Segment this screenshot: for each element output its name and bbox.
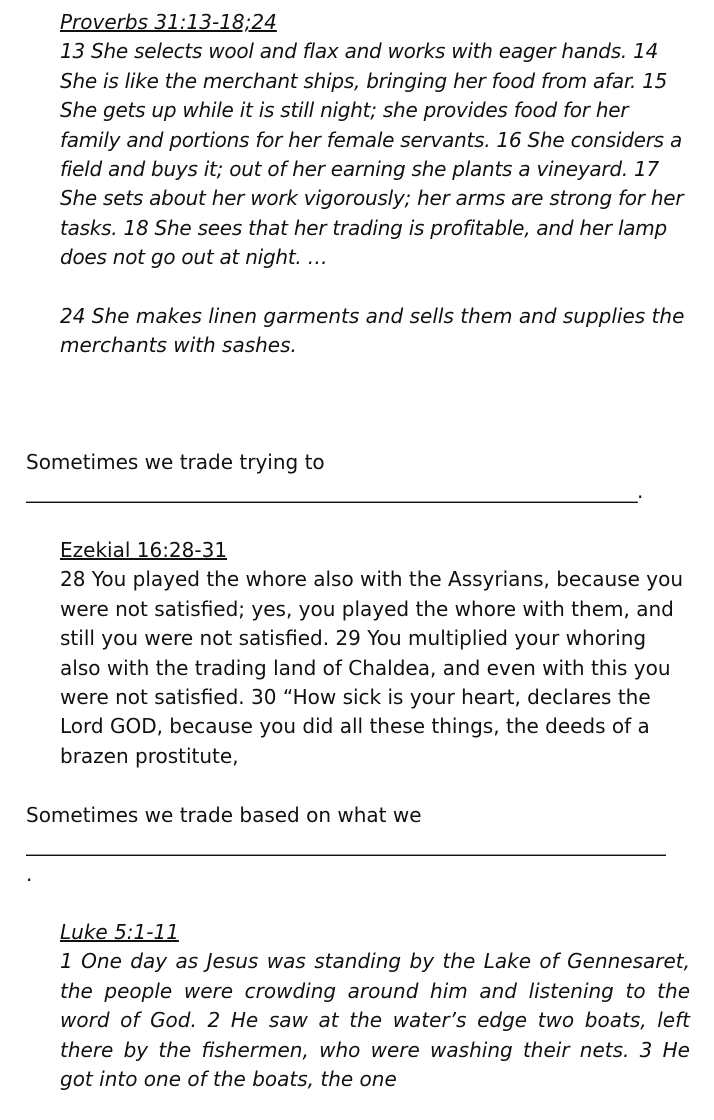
luke-verses: 1 One day as Jesus was standing by the Lake of Gennesaret, the people were crowding around him and listening to the word of God. 2 He saw at the water’s edge two boats, left there by the fishermen, who were washing their nets. 3 He got into one of the boats, the one bbox=[60, 949, 690, 1092]
ezekiel-verses: 28 You played the whore also with the Assyrians, because you were not satisfied; yes, you played the whore with them, and still you were not satisfied. 29 You multiplied your whoring also with the trading land of Chaldea, and even with this you were not satisfied. 30 “How sick is your heart, declares the Lord GOD, because you did all these things, the deeds of a brazen prostitute, bbox=[60, 567, 683, 768]
proverbs-verses-13-18: 13 She selects wool and flax and works with eager hands. 14 She is like the merchant ships, bringing her food from afar. 15 She gets up while it is still night; she provides food for her family and portions for her female servants. 16 She considers a field and buys it; out of her earning she plants a vineyard. 17 She sets about her work vigorously; her arms are strong for her tasks. 18 She sees that her trading is profitable, and her lamp does not go out at night. … bbox=[60, 39, 684, 270]
fill-in-1-prompt: Sometimes we trade trying to bbox=[26, 450, 325, 474]
proverbs-section bbox=[60, 8, 690, 361]
proverbs-verse-24: 24 She makes linen garments and sells them and supplies the merchants with sashes. bbox=[60, 304, 685, 358]
fill-in-1-blank[interactable]: _________________________________________________________________. bbox=[26, 479, 643, 504]
fill-in-2-end: . bbox=[26, 861, 33, 886]
ezekiel-reference: Ezekial 16:28-31 bbox=[60, 538, 228, 562]
fill-in-2 bbox=[26, 801, 690, 889]
fill-in-1 bbox=[26, 448, 690, 507]
luke-section bbox=[60, 918, 690, 1094]
luke-reference: Luke 5:1-11 bbox=[60, 920, 179, 944]
proverbs-reference: Proverbs 31:13-18;24 bbox=[60, 10, 277, 34]
ezekiel-section bbox=[60, 536, 690, 771]
fill-in-2-blank[interactable]: ____________________________________________________________________ bbox=[26, 832, 666, 857]
fill-in-2-prompt: Sometimes we trade based on what we bbox=[26, 803, 422, 827]
